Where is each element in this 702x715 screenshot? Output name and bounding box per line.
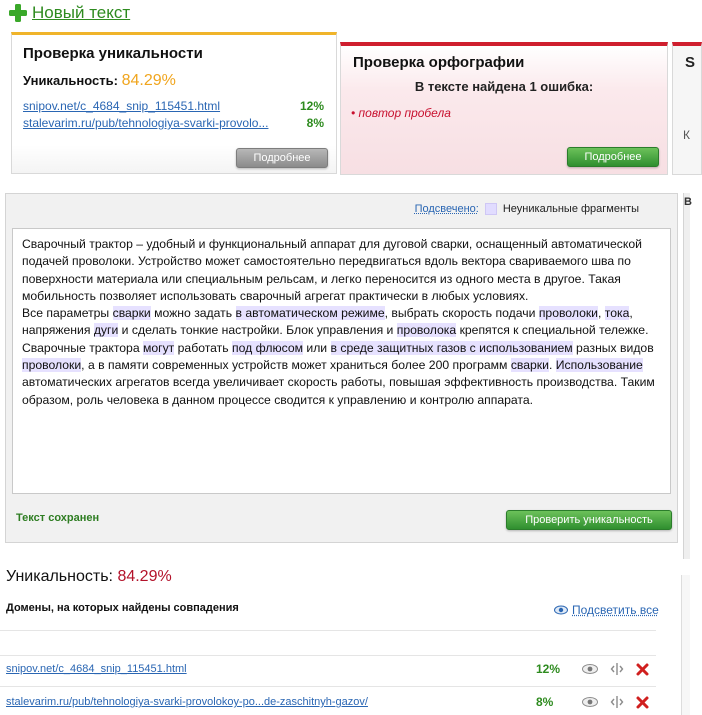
- delete-icon[interactable]: [636, 663, 649, 676]
- non-unique-fragment: тока: [604, 306, 630, 321]
- spelling-found-text: В тексте найдена 1 ошибка:: [414, 79, 594, 94]
- right-panel-label: В: [684, 196, 692, 208]
- legend-swatch: [485, 203, 497, 215]
- text-fragment: и сделать тонкие настройки. Блок управления и: [118, 323, 397, 338]
- third-card-text: К: [683, 128, 690, 142]
- non-unique-fragment: Использование: [555, 358, 643, 373]
- text-fragment: , а в памяти современных устройств может храниться более 200 программ: [81, 358, 511, 373]
- source-percent: 8%: [306, 116, 324, 130]
- saved-status: Текст сохранен: [16, 512, 100, 524]
- divider: [0, 630, 656, 631]
- non-unique-fragment: проволоки: [22, 358, 82, 373]
- text-fragment: Все параметры: [22, 306, 113, 321]
- source-link[interactable]: snipov.net/c_4684_snip_115451.html: [23, 99, 221, 113]
- spelling-error-item: • повтор пробела: [351, 106, 451, 120]
- uniqueness-value: 84.29%: [121, 72, 176, 89]
- text-fragment: или: [303, 340, 331, 355]
- right-scroll-edge: [681, 575, 690, 715]
- non-unique-fragment: могут: [142, 340, 175, 355]
- eye-icon[interactable]: [582, 696, 598, 708]
- text-fragment: , напряжения: [22, 306, 633, 338]
- domains-title: Домены, на которых найдены совпадения: [6, 602, 239, 614]
- domain-percent: 12%: [536, 662, 561, 676]
- text-fragment: работать: [174, 340, 232, 355]
- results-uniqueness-value: 84.29%: [117, 568, 172, 585]
- highlight-all-link[interactable]: [554, 603, 659, 617]
- highlight-legend: [415, 203, 639, 215]
- text-fragment: .: [548, 358, 556, 373]
- non-unique-fragment: сварки: [112, 306, 151, 321]
- uniqueness-line: [23, 72, 176, 90]
- text-fragment: разных видов: [572, 340, 654, 355]
- new-text-label: Новый текст: [32, 3, 131, 22]
- text-fragment: , выбрать скорость подачи: [384, 306, 539, 321]
- eye-icon[interactable]: [582, 663, 598, 675]
- divider: [0, 686, 656, 687]
- delete-icon[interactable]: [636, 696, 649, 709]
- results-uniqueness-label: Уникальность:: [6, 568, 113, 585]
- spelling-card: [340, 42, 668, 175]
- divider: [0, 655, 656, 656]
- highlight-label[interactable]: Подсвечено:: [414, 203, 479, 215]
- text-fragment: Сварочные трактора: [22, 340, 143, 355]
- text-fragment: можно задать: [150, 306, 236, 321]
- highlight-all-label: Подсветить все: [572, 603, 659, 617]
- text-panel: [5, 193, 678, 543]
- domain-link[interactable]: snipov.net/c_4684_snip_115451.html: [6, 663, 187, 675]
- source-percent: 12%: [299, 99, 324, 113]
- text-fragment: Сварочный трактор – удобный и функциональный аппарат для дуговой сварки, оснащенный автоматической подачей проволоки. Устройство может самостоятельно передвигаться вдоль вектора свариваемого шва по поверхности материала или специальным рельсам, и легко переносится из одного места в другое. Такая мобильность позволяет использовать сварочный агрегат практически в любых условиях.: [22, 237, 642, 303]
- domain-row: [6, 692, 656, 712]
- domain-link[interactable]: stalevarim.ru/pub/tehnologiya-svarki-provolokoy-po...de-zaschitnyh-gazov/: [6, 696, 368, 708]
- non-unique-fragment: под флюсом: [231, 340, 303, 355]
- plus-icon: [8, 3, 28, 23]
- non-unique-fragment: дуги: [93, 323, 119, 338]
- text-editor[interactable]: [12, 228, 671, 494]
- non-unique-fragment: проволока: [396, 323, 457, 338]
- split-icon[interactable]: [610, 662, 624, 676]
- uniqueness-card-title: Проверка уникальности: [23, 45, 203, 62]
- spelling-more-button[interactable]: Подробнее: [567, 147, 659, 167]
- uniqueness-card: [11, 32, 337, 174]
- domain-percent: 8%: [536, 695, 554, 709]
- third-card: [672, 42, 702, 175]
- source-row: [23, 99, 324, 113]
- non-unique-fragment: проволоки: [538, 306, 598, 321]
- source-row: [23, 116, 324, 130]
- legend-text: Неуникальные фрагменты: [502, 203, 639, 215]
- domain-row: [6, 659, 656, 679]
- spelling-card-title: Проверка орфографии: [353, 54, 525, 71]
- eye-icon: [554, 605, 568, 615]
- text-fragment: крепятся к специальной тележке.: [456, 323, 649, 338]
- non-unique-fragment: сварки: [510, 358, 549, 373]
- split-icon[interactable]: [610, 695, 624, 709]
- right-side-panel: [683, 193, 690, 559]
- new-text-link[interactable]: [8, 2, 130, 24]
- non-unique-fragment: в среде защитных газов с использованием: [330, 340, 573, 355]
- non-unique-fragment: в автоматическом режиме: [235, 306, 385, 321]
- results-uniqueness: [6, 568, 172, 586]
- third-card-title: S: [685, 54, 696, 71]
- source-link[interactable]: stalevarim.ru/pub/tehnologiya-svarki-provolo...: [23, 116, 269, 130]
- text-fragment: ,: [597, 306, 605, 321]
- text-fragment: автоматических агрегатов всегда увеличивает скорость работы, повышая эффективность производства. Таким образом, роль человека в данном процессе сводится к управлению и контролю аппарата.: [22, 375, 655, 407]
- check-uniqueness-button[interactable]: Проверить уникальность: [506, 510, 672, 530]
- uniqueness-label: Уникальность:: [23, 73, 118, 88]
- uniqueness-more-button[interactable]: Подробнее: [236, 148, 328, 168]
